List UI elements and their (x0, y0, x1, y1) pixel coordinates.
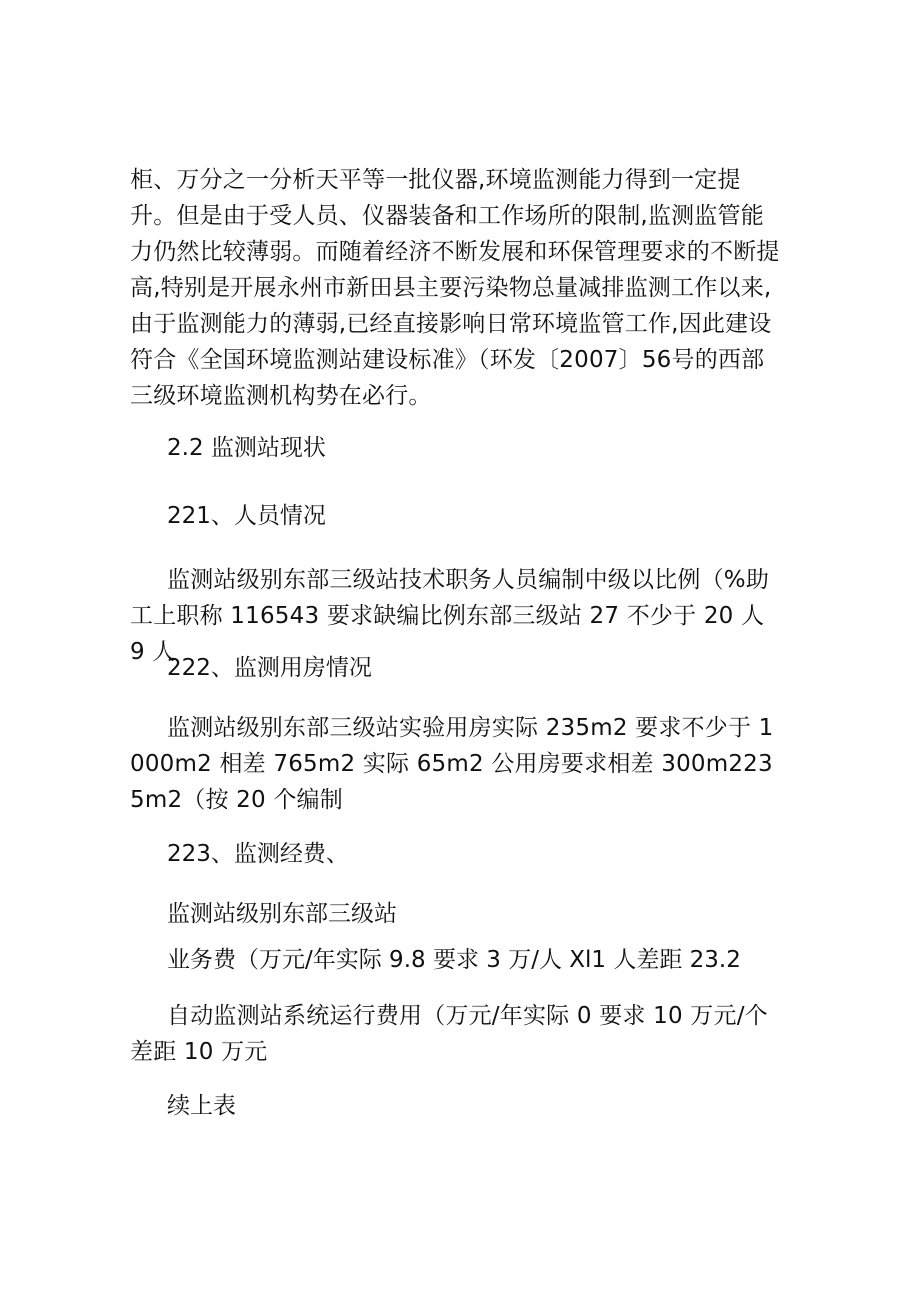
intro-paragraph: 柜、万分之一分析天平等一批仪器,环境监测能力得到一定提升。但是由于受人员、仪器装备和工作场所的限制,监测监管能力仍然比较薄弱。而随着经济不断发展和环保管理要求的不断提高,特别是开展永州市新田县主要污染物总量减排监测工作以来,由于监测能力的薄弱,已经直接影响日常环境监管工作,因此建设符合《全国环境监测站建设标准》（环发〔2007〕56号的西部三级环境监测机构势在必行。 (130, 167, 780, 409)
paragraph-staffing: 监测站级别东部三级站技术职务人员编制中级以比例（%助工上职称 116543 要求缺编比例东部三级站 27 不少于 20 人 9 人 (130, 567, 770, 665)
paragraph-funding-automatic-station: 自动监测站系统运行费用（万元/年实际 0 要求 10 万元/个差距 10 万元 (130, 1003, 768, 1065)
paragraph-funding-station-level: 监测站级别东部三级站 (167, 901, 397, 927)
section-heading-222: 222、监测用房情况 (167, 655, 372, 681)
paragraph-funding-business: 业务费（万元/年实际 9.8 要求 3 万/人 Xl1 人差距 23.2 (167, 947, 741, 973)
section-heading-223: 223、监测经费、 (167, 841, 349, 867)
paragraph-facilities: 监测站级别东部三级站实验用房实际 235m2 要求不少于 1000m2 相差 765m2 实际 65m2 公用房要求相差 300m2235m2（按 20 个编制 (130, 715, 774, 813)
continued-table-label: 续上表 (167, 1093, 236, 1119)
section-heading-221: 221、人员情况 (167, 503, 326, 529)
section-heading-2-2: 2.2 监测站现状 (167, 435, 326, 461)
